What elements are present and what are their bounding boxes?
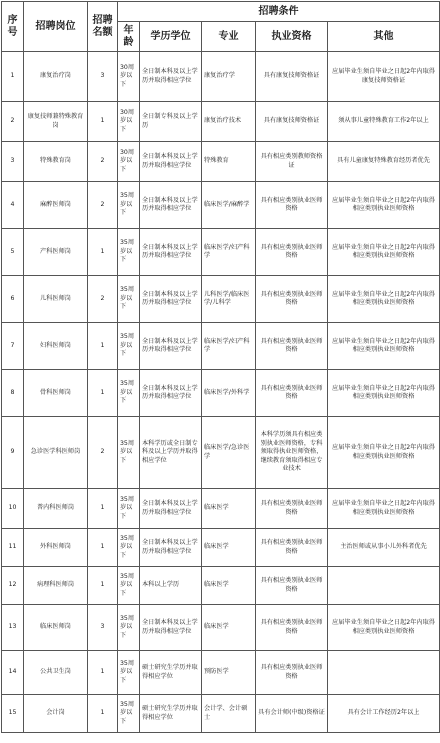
- cell-major: 临床医学: [202, 605, 256, 651]
- cell-qualification: 具有相应类别执业医师资格: [256, 182, 328, 229]
- cell-education: 硕士研究生学历并取得相应学位: [140, 695, 202, 733]
- cell-other: 应届毕业生须自毕业之日起2年内取得康复技师资格证: [328, 52, 440, 102]
- header-position: 招聘岗位: [24, 2, 88, 52]
- cell-seq: 9: [2, 417, 24, 489]
- cell-age: 35周岁以下: [118, 370, 140, 417]
- cell-other: 主治医师或从事小儿外科者优先: [328, 529, 440, 567]
- table-row: [2, 489, 440, 529]
- table-row: [2, 417, 440, 489]
- cell-education: 全日制本科及以上学历并取得相应学位: [140, 182, 202, 229]
- cell-other: 应届毕业生须自毕业之日起2年内取得相应类别执业医师资格: [328, 605, 440, 651]
- cell-seq: 12: [2, 567, 24, 605]
- cell-position: 外科医师岗: [24, 529, 88, 567]
- cell-age: 30周岁以下: [118, 52, 140, 102]
- cell-age: 35周岁以下: [118, 651, 140, 695]
- header-seq: 序号: [2, 2, 24, 52]
- cell-age: 35周岁以下: [118, 229, 140, 276]
- cell-age: 35周岁以下: [118, 529, 140, 567]
- cell-position: 妇科医师岗: [24, 323, 88, 370]
- header-education: 学历学位: [140, 22, 202, 52]
- cell-qualification: 具有相应类别执业医师资格: [256, 370, 328, 417]
- cell-seq: 10: [2, 489, 24, 529]
- cell-quota: 3: [88, 52, 118, 102]
- cell-other: 应届毕业生须自毕业之日起2年内取得相应类别执业医师资格: [328, 323, 440, 370]
- cell-other: 应届毕业生须自毕业之日起2年内取得相应类别执业医师资格: [328, 417, 440, 489]
- table-row: [2, 182, 440, 229]
- cell-seq: 14: [2, 651, 24, 695]
- cell-education: 全日制专科及以上学历: [140, 102, 202, 142]
- cell-quota: 1: [88, 102, 118, 142]
- cell-major: 临床医学/妇产科学: [202, 229, 256, 276]
- cell-age: 35周岁以下: [118, 605, 140, 651]
- cell-other: 应届毕业生须自毕业之日起2年内取得相应类别执业医师资格: [328, 489, 440, 529]
- cell-position: 康复技师兼特殊教育岗: [24, 102, 88, 142]
- cell-seq: 3: [2, 142, 24, 182]
- cell-qualification: 具有相应类别执业医师资格: [256, 605, 328, 651]
- table-row: [2, 567, 440, 605]
- cell-position: 会计岗: [24, 695, 88, 733]
- cell-other: 须从事儿童特殊教育工作2年以上: [328, 102, 440, 142]
- cell-education: 全日制本科及以上学历并取得相应学位: [140, 370, 202, 417]
- cell-major: 会计学、会计硕士: [202, 695, 256, 733]
- table-row: [2, 142, 440, 182]
- cell-education: 本科以上学历: [140, 567, 202, 605]
- cell-quota: 2: [88, 182, 118, 229]
- cell-age: 35周岁以下: [118, 567, 140, 605]
- cell-position: 急诊医学科医师岗: [24, 417, 88, 489]
- cell-age: 35周岁以下: [118, 323, 140, 370]
- table-body: [2, 52, 440, 733]
- cell-position: 特殊教育岗: [24, 142, 88, 182]
- cell-major: 临床医学: [202, 489, 256, 529]
- cell-qualification: 具有相应类别执业医师资格: [256, 323, 328, 370]
- table-row: [2, 651, 440, 695]
- table-row: [2, 605, 440, 651]
- cell-qualification: 具有会计师(中级)资格证: [256, 695, 328, 733]
- cell-seq: 2: [2, 102, 24, 142]
- cell-education: 全日制本科及以上学历并取得相应学位: [140, 605, 202, 651]
- cell-major: 临床医学/麻醉学: [202, 182, 256, 229]
- table-row: [2, 102, 440, 142]
- table-row: [2, 370, 440, 417]
- cell-other: 应届毕业生须自毕业之日起2年内取得相应类别执业医师资格: [328, 276, 440, 323]
- cell-education: 硕士研究生学历并取得相应学位: [140, 651, 202, 695]
- cell-education: 全日制本科及以上学历并取得相应学位: [140, 323, 202, 370]
- cell-seq: 6: [2, 276, 24, 323]
- cell-age: 35周岁以下: [118, 695, 140, 733]
- header-major: 专业: [202, 22, 256, 52]
- cell-quota: 1: [88, 489, 118, 529]
- cell-qualification: 具有相应类别教师资格证: [256, 142, 328, 182]
- table-row: [2, 529, 440, 567]
- cell-other: 具有会计工作经历2年以上: [328, 695, 440, 733]
- cell-qualification: 具有相应类别执业医师资格: [256, 229, 328, 276]
- header-conditions: 招聘条件: [118, 2, 440, 22]
- cell-qualification: 具有相应类别执业医师资格: [256, 651, 328, 695]
- cell-quota: 1: [88, 567, 118, 605]
- cell-seq: 7: [2, 323, 24, 370]
- cell-position: 临床医师岗: [24, 605, 88, 651]
- cell-other: [328, 651, 440, 695]
- recruitment-table: [1, 1, 440, 733]
- cell-quota: 2: [88, 276, 118, 323]
- cell-major: 康复治疗学: [202, 52, 256, 102]
- cell-education: 全日制本科及以上学历并取得相应学位: [140, 276, 202, 323]
- table-row: [2, 323, 440, 370]
- cell-other: [328, 567, 440, 605]
- cell-other: 应届毕业生须自毕业之日起2年内取得相应类别执业医师资格: [328, 229, 440, 276]
- cell-quota: 2: [88, 142, 118, 182]
- cell-other: 应届毕业生须自毕业之日起2年内取得相应类别执业医师资格: [328, 370, 440, 417]
- cell-education: 全日制本科及以上学历并取得相应学位: [140, 489, 202, 529]
- cell-major: 儿科医学/临床医学/儿科学: [202, 276, 256, 323]
- cell-position: 骨科医师岗: [24, 370, 88, 417]
- cell-education: 全日制本科及以上学历并取得相应学位: [140, 529, 202, 567]
- page: [0, 1, 440, 743]
- cell-seq: 4: [2, 182, 24, 229]
- cell-qualification: 具有相应类别执业医师资格: [256, 489, 328, 529]
- cell-position: 公共卫生岗: [24, 651, 88, 695]
- cell-major: 康复治疗技术: [202, 102, 256, 142]
- cell-major: 临床医学/外科学: [202, 370, 256, 417]
- cell-quota: 1: [88, 695, 118, 733]
- cell-seq: 11: [2, 529, 24, 567]
- cell-education: 本科学历或全日制专科及以上学历并取得相应学位: [140, 417, 202, 489]
- cell-quota: 1: [88, 529, 118, 567]
- cell-education: 全日制本科及以上学历并取得相应学位: [140, 229, 202, 276]
- cell-quota: 1: [88, 323, 118, 370]
- cell-quota: 2: [88, 417, 118, 489]
- header-quota: 招聘名额: [88, 2, 118, 52]
- cell-quota: 1: [88, 229, 118, 276]
- cell-major: 临床医学: [202, 567, 256, 605]
- cell-other: 应届毕业生须自毕业之日起2年内取得相应类别执业医师资格: [328, 182, 440, 229]
- cell-qualification: 具有相应类别执业医师资格: [256, 567, 328, 605]
- header-age: 年龄: [118, 22, 140, 52]
- cell-major: 预防医学: [202, 651, 256, 695]
- cell-position: 儿科医师岗: [24, 276, 88, 323]
- cell-age: 30周岁以下: [118, 102, 140, 142]
- cell-position: 病理科医师岗: [24, 567, 88, 605]
- cell-seq: 15: [2, 695, 24, 733]
- cell-education: 全日制本科及以上学历并取得相应学位: [140, 142, 202, 182]
- cell-qualification: 具有相应类别执业医师资格: [256, 529, 328, 567]
- cell-age: 35周岁以下: [118, 489, 140, 529]
- cell-major: 特殊教育: [202, 142, 256, 182]
- cell-quota: 1: [88, 370, 118, 417]
- cell-age: 30周岁以下: [118, 142, 140, 182]
- cell-seq: 8: [2, 370, 24, 417]
- cell-major: 临床医学: [202, 529, 256, 567]
- cell-age: 35周岁以下: [118, 276, 140, 323]
- cell-major: 临床医学/妇产科学: [202, 323, 256, 370]
- header-qualification: 执业资格: [256, 22, 328, 52]
- cell-position: 普内科医师岗: [24, 489, 88, 529]
- cell-age: 35周岁以下: [118, 417, 140, 489]
- cell-qualification: 本科学历须具有相应类别执业医师资格，专科须取得执业医师资格，继续教育须取得相应专业技术: [256, 417, 328, 489]
- cell-seq: 1: [2, 52, 24, 102]
- cell-position: 产科医师岗: [24, 229, 88, 276]
- cell-other: 具有儿童康复特殊教育经历者优先: [328, 142, 440, 182]
- cell-quota: 3: [88, 605, 118, 651]
- cell-qualification: 具有康复技师资格证: [256, 102, 328, 142]
- table-header: [2, 2, 440, 52]
- cell-position: 康复治疗岗: [24, 52, 88, 102]
- table-row: [2, 52, 440, 102]
- cell-seq: 5: [2, 229, 24, 276]
- cell-qualification: 具有相应类别执业医师资格: [256, 276, 328, 323]
- table-row: [2, 229, 440, 276]
- cell-major: 临床医学/急诊医学: [202, 417, 256, 489]
- cell-quota: 1: [88, 651, 118, 695]
- cell-position: 麻醉医师岗: [24, 182, 88, 229]
- table-row: [2, 276, 440, 323]
- table-row: [2, 695, 440, 733]
- header-other: 其他: [328, 22, 440, 52]
- cell-qualification: 具有康复技师资格证: [256, 52, 328, 102]
- cell-seq: 13: [2, 605, 24, 651]
- cell-age: 35周岁以下: [118, 182, 140, 229]
- cell-education: 全日制本科及以上学历并取得相应学位: [140, 52, 202, 102]
